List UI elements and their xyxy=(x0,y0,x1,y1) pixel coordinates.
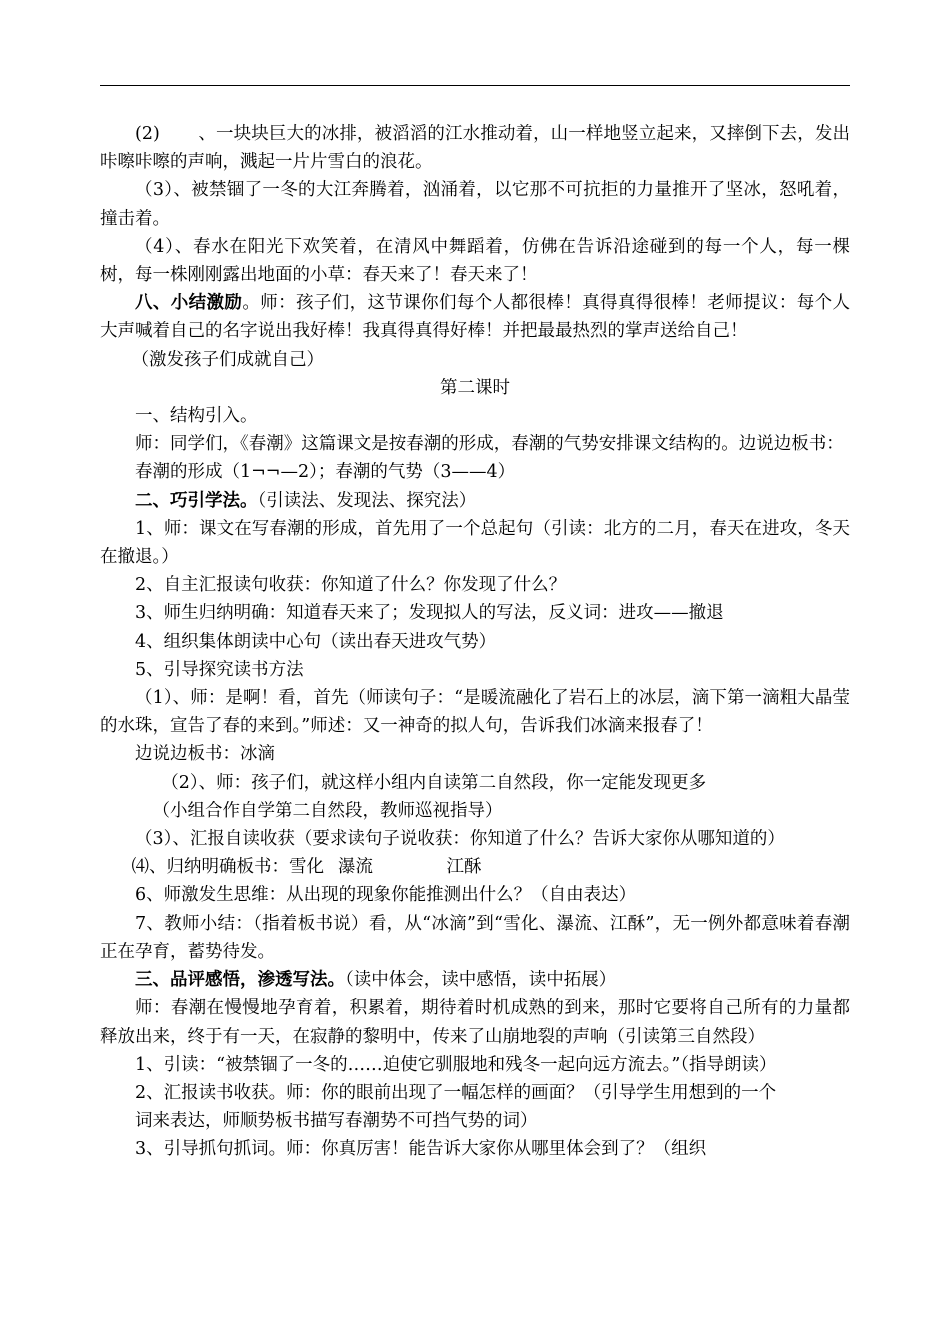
paragraph-sub-4 xyxy=(100,853,850,881)
paragraph-sub-1: （1）、师：是啊！看，首先（师读句子：“是暖流融化了岩石上的冰层，滴下第一滴粗大晶莹的水珠，宣告了春的来到。”师述：又一神奇的拟人句，告诉我们冰滴来报春了！ xyxy=(100,688,850,737)
paragraph-step-7: 7、教师小结：（指着板书说）看，从“冰滴”到“雪化、瀑流、江酥”，无一例外都意味着春潮正在孕育，蓄势待发。 xyxy=(100,913,850,962)
section-title: 第二课时 xyxy=(440,377,510,398)
paragraph-step-1: 1、师：课文在写春潮的形成，首先用了一个总起句（引读：北方的二月，春天在进攻，冬天在撤退。） xyxy=(100,518,850,568)
document-body xyxy=(100,120,850,1164)
paragraph-step-3: 3、师生归纳明确：知道春天来了；发现拟人的写法，反义词：进攻——撤退 xyxy=(135,603,724,624)
paragraph-read-2: 2、汇报读书收获。师：你的眼前出现了一幅怎样的画面？（引导学生用想到的一个 xyxy=(135,1082,777,1103)
paragraph-spring-water: （4）、春水在阳光下欢笑着，在清风中舞蹈着，仿佛在告诉沿途碰到的每一个人，每一棵树，每一株刚刚露出地面的小草：春天来了！春天来了！ xyxy=(100,236,850,286)
paragraph-ice-floes xyxy=(100,120,850,176)
paragraph-appreciation-heading xyxy=(100,966,850,994)
paragraph-read-2-cont: 词来表达，师顺势板书描写春潮势不可挡气势的词） xyxy=(135,1111,538,1132)
section-heading: 三、品评感悟，渗透写法。 xyxy=(135,970,345,991)
board-word: 瀑流 xyxy=(338,857,373,878)
paragraph-teacher-2: 师：春潮在慢慢地孕育着，积累着，期待着时机成熟的到来，那时它要将自己所有的力量都释放出来，终于有一天，在寂静的黎明中，传来了山崩地裂的声响（引读第三自然段） xyxy=(100,998,850,1047)
paragraph-text: （引读法、发现法、探究法） xyxy=(257,490,477,511)
paragraph-method-heading xyxy=(100,487,850,515)
paragraph-sub-3: （3）、汇报自读收获（要求读句子说收获：你知道了什么？告诉大家你从哪知道的） xyxy=(135,829,785,850)
paragraph-step-6: 6、师激发生思维：从出现的现象你能推测出什么？（自由表达） xyxy=(135,885,637,906)
paragraph-text: （读中体会，读中感悟，读中拓展） xyxy=(345,970,617,991)
paragraph-text: ⑷、归纳明确板书：雪化 xyxy=(131,857,324,878)
paragraph-board: 边说边板书：冰滴 xyxy=(135,744,275,765)
paragraph-structure-intro: 一、结构引入。 xyxy=(135,406,258,427)
paragraph-group-note: （小组合作自学第二自然段，教师巡视指导） xyxy=(152,800,503,821)
paragraph-read-3: 3、引导抓句抓词。师：你真厉害！能告诉大家你从哪里体会到了？（组织 xyxy=(135,1139,707,1160)
paragraph-sub-2: （2）、师：孩子们，就这样小组内自读第二自然段，你一定能发现更多 xyxy=(161,772,707,793)
paragraph-teacher: 师：同学们，《春潮》这篇课文是按春潮的形成，春潮的气势安排课文结构的。边说边板书： xyxy=(135,434,844,455)
paragraph-text: 。师：孩子们，这节课你们每个人都很棒！真得真得很棒！老师提议：每个人大声喊着自己的名字说出我好棒！我真得真得好棒！并把最最热烈的掌声送给自己！ xyxy=(100,293,851,342)
paragraph-summary xyxy=(100,289,850,345)
section-heading: 八、小结激励 xyxy=(135,293,243,314)
section-heading: 二、巧引学法。 xyxy=(135,490,258,511)
paragraph-river: （3）、被禁锢了一冬的大江奔腾着，汹涌着，以它那不可抗拒的力量推开了坚冰，怒吼着，撞击着。 xyxy=(100,180,850,229)
paragraph-read-1: 1、引读：“被禁锢了一冬的……迫使它驯服地和残冬一起向远方流去。”（指导朗读） xyxy=(135,1054,777,1075)
paragraph-step-4: 4、组织集体朗读中心句（读出春天进攻气势） xyxy=(135,631,497,652)
paragraph-board-note: 春潮的形成（1¬¬—2）；春潮的气势（3——4） xyxy=(135,462,516,483)
header-rule xyxy=(100,85,850,86)
paragraph-text: 、一块块巨大的冰排，被滔滔的江水推动着，山一样地竖立起来，又摔倒下去，发出咔嚓咔嚓的声响，溅起一片片雪白的浪花。 xyxy=(100,124,850,173)
item-number: (2) xyxy=(135,124,160,144)
board-word: 江酥 xyxy=(446,857,482,878)
paragraph-step-5: 5、引导探究读书方法 xyxy=(135,659,304,680)
paragraph-step-2: 2、自主汇报读句收获：你知道了什么？你发现了什么？ xyxy=(135,575,567,596)
paragraph-note: （激发孩子们成就自己） xyxy=(131,349,324,370)
